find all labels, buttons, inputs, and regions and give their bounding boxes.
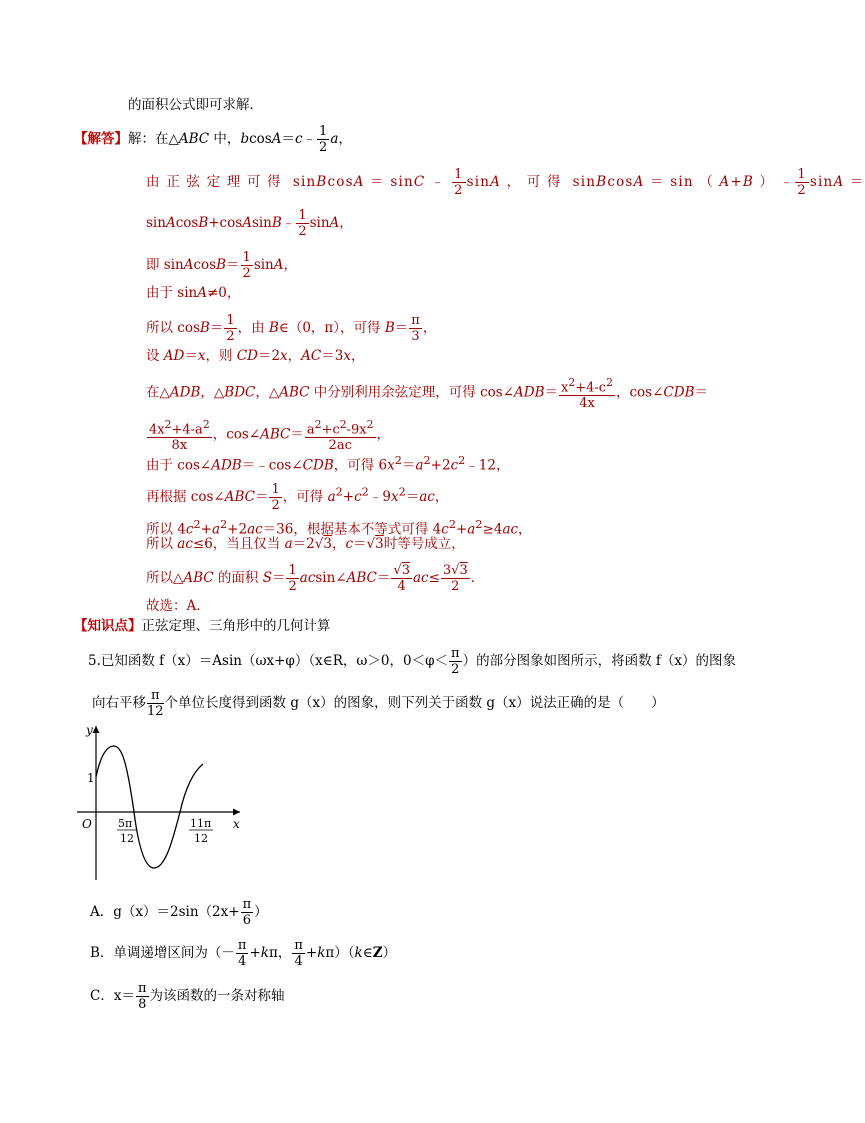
solution-line: 所以 cosB＝ $\frac{1}{2}$ ，由 B∈（0，π），可得 B＝ $\frac{\pi}{3}$ ， [146,313,437,344]
y-tick-label: 1 [87,771,95,785]
option-c[interactable]: C．x＝ $\frac{\pi}{8}$ 为该函数的一条对称轴 [90,981,285,1012]
solution-line: 所以 ac≤6，当且仅当 a＝2√3，c＝√3时等号成立， [146,536,465,552]
solution-line: 由 正 弦 定 理 可 得 sinBcosA ＝ sinC ﹣ $\frac{1}{2}$ sinA ， 可 得 sinBcosA ＝ sin （ A+B ） ﹣ $\frac{1}{2}$ sinA ＝ [146,167,865,198]
solution-line: sinAcosB+cosAsinB﹣ $\frac{1}{2}$ sinA， [146,208,353,239]
y-axis-label: y [86,723,93,737]
x-tick-1-den: 12 [120,832,134,845]
solution-line: 所以△ABC 的面积 S＝ $\frac{1}{2}$ acsin∠ABC＝ $\frac{√3}{4}$ ac≤ $\frac{3√3}{2}$ ． [146,563,485,594]
fraction: $\frac{\pi}{3}$ [411,313,420,344]
fraction: $\frac{\pi}{12}$ [147,688,164,719]
solution-header: 【解答】解：在△ABC 中，bcosA＝c﹣ $\frac{1}{2}$ a， [74,124,352,155]
q5-stem-c: 向右平移 [92,695,146,711]
origin-label: O [82,817,92,831]
answer: 故选：A． [146,598,210,614]
solution-line: 所以 $4c^2+a^2+2ac=36$，根据基本不等式可得 $4c^2+a^2\ge 4ac$， [146,518,532,538]
solution-line: 由于 cos∠ADB＝﹣cos∠CDB，可得 $6x^2=a^2+2c^2﹣12$， [146,454,510,474]
fraction: $\frac{x^2+4-c^2}{4x}$ [561,376,613,412]
fraction: $\frac{1}{2}$ [271,482,280,513]
fraction: $\frac{1}{2}$ [454,167,464,198]
q5-stem-line1 [88,646,736,677]
option-b[interactable]: B．单调递增区间为（－ $\frac{\pi}{4}$ +kπ， $\frac{\pi}{4}$ +kπ）（k∈Z） [90,938,397,969]
solution-line: $\frac{4x^2+4-a^2}{8x}$ ，cos∠ABC＝ $\frac{a^2+c^2-9x^2}{2ac}$ ， [149,418,391,454]
option-c-text: C．x＝ [90,988,135,1004]
fraction: $\frac{3√3}{2}$ [442,563,468,594]
fraction: $\frac{1}{2}$ [298,208,307,239]
fraction: $\frac{\pi}{8}$ [137,981,147,1012]
fraction: $\frac{\pi}{2}$ [451,646,460,677]
solution-line: 由于 sinA≠0， [146,285,241,301]
q5-stem-a: 已知函数 f（x）＝Asin（ωx+φ）（x∈R，ω＞0，0＜φ＜ [100,653,449,669]
sine-curve [96,746,203,868]
function-graph [72,718,252,883]
x-axis-label: x [233,817,240,831]
knowledge-tag: 【知识点】 [74,618,142,634]
x-tick-1-num: 5π [118,817,133,830]
q5-stem-d: 个单位长度得到函数 g（x）的图象，则下列关于函数 g（x）说法正确的是（ ） [164,695,665,711]
x-tick-2-den: 12 [194,832,208,845]
option-a-text: A．g（x）＝2sin（2x+ [90,904,240,920]
fraction: $\frac{√3}{4}$ [393,563,410,594]
q5-number: 5. [88,653,101,669]
q5-stem-b: ）的部分图象如图所示，将函数 f（x）的图象 [462,653,736,669]
fraction: $\frac{\pi}{4}$ [294,938,303,969]
knowledge-line [74,617,331,635]
option-b-text: B．单调递增区间为（－ [90,945,235,961]
solution-line: 再根据 cos∠ABC＝ $\frac{1}{2}$ ，可得 $a^2+c^2﹣9x^2=ac$， [146,482,449,513]
fraction: $\frac{1}{2}$ [226,313,235,344]
fraction: $\frac{1}{2}$ [797,167,807,198]
fraction: $\frac{1}{2}$ [319,124,328,155]
knowledge-text: 正弦定理、三角形中的几何计算 [141,618,331,634]
fraction: $\frac{1}{2}$ [242,250,251,281]
q5-stem-line2 [92,688,665,719]
fraction: $\frac{1}{2}$ [288,563,297,594]
prev-tail: 的面积公式即可求解． [128,97,263,113]
fraction: $\frac{\pi}{6}$ [242,897,252,928]
fraction: $\frac{a^2+c^2-9x^2}{2ac}$ [306,418,374,454]
solution-line: 设 AD＝x，则 CD＝2x，AC＝3x， [146,348,365,364]
solution-line: 即 sinAcosB＝ $\frac{1}{2}$ sinA， [146,250,298,281]
option-a[interactable]: A．g（x）＝2sin（2x+ $\frac{\pi}{6}$ ） [90,897,268,928]
fraction: $\frac{\pi}{4}$ [237,938,247,969]
solution-line: 在△ADB，△BDC，△ABC 中分别利用余弦定理，可得 cos∠ADB＝ $\frac{x^2+4-c^2}{4x}$ ，cos∠CDB＝ [146,376,708,412]
solution-tag: 【解答】 [74,131,128,147]
x-tick-2-num: 11π [190,817,212,830]
solution-intro: 解：在△ABC 中，bcosA＝c﹣ [128,131,317,147]
fraction: $\frac{4x^2+4-a^2}{8x}$ [149,418,210,454]
